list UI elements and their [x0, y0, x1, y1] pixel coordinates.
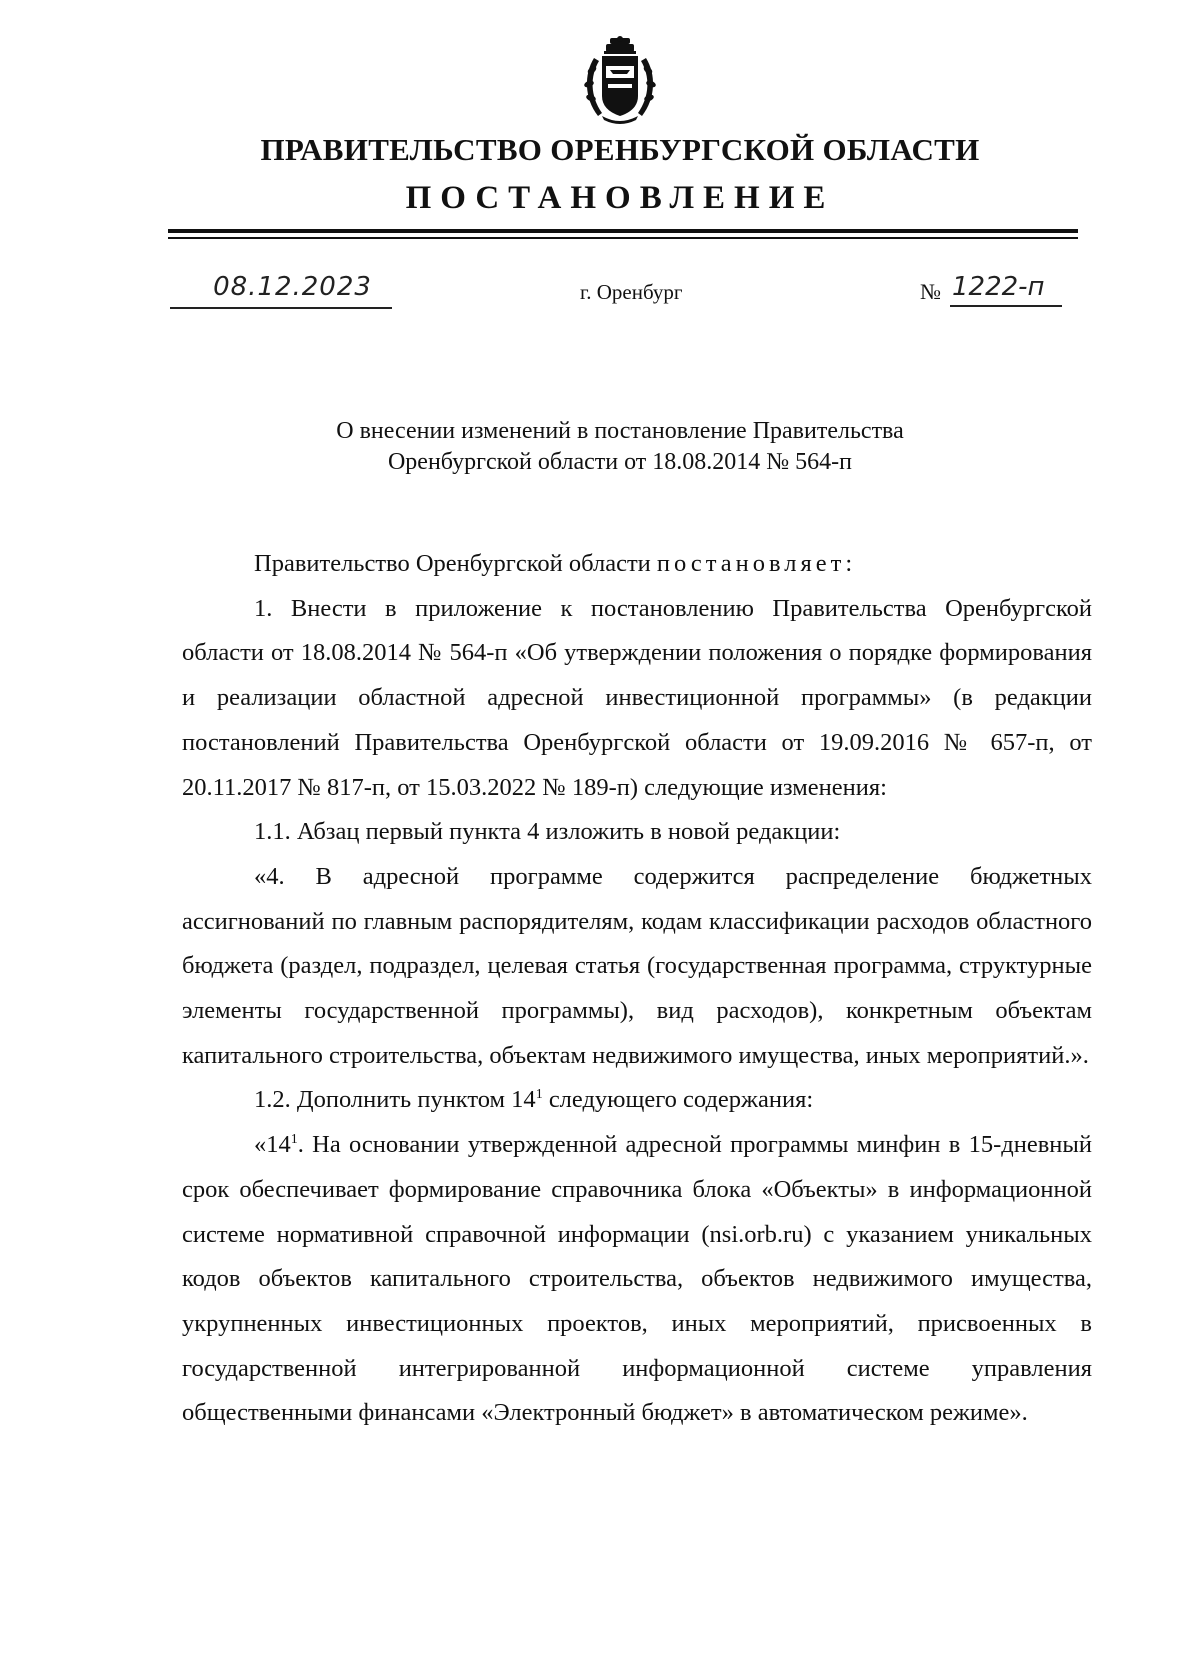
item-1-2-text-end: следующего содержания:	[542, 1086, 814, 1114]
document-type-title: ПОСТАНОВЛЕНИЕ	[405, 180, 835, 216]
quote-4-paragraph: «4. В адресной программе содержится распределение бюджетных ассигнований по главным распорядителям, кодам классификации расходов областного бюджета (раздел, подраздел, целевая статья (государственная программа, структурные элементы государственной программы), вид расходов), конкретным объектам капитального строительства, объектам недвижимого имущества, иных мероприятий.».	[182, 862, 1092, 1069]
preamble-paragraph	[182, 542, 1092, 587]
item-1-2-paragraph	[182, 1078, 1092, 1123]
subject-line-2: Оренбургской области от 18.08.2014 № 564-п	[387, 449, 853, 475]
item-1-2-superscript: 1	[535, 1087, 543, 1103]
document-date: 08.12.2023	[213, 272, 372, 302]
number-underline	[950, 305, 1062, 307]
preamble-text: Правительство Оренбургской области	[254, 550, 657, 577]
quote-14-superscript: 1	[290, 1132, 298, 1148]
preamble-colon: :	[845, 550, 853, 577]
document-number: 1222-п	[952, 272, 1045, 302]
number-label: №	[920, 279, 941, 304]
coat-of-arms-emblem	[580, 36, 660, 126]
document-body	[182, 542, 1092, 1436]
header-rule-thick	[168, 229, 1078, 233]
quote-14-paragraph	[182, 1123, 1092, 1436]
header-rule-thin	[168, 237, 1078, 239]
document-city: г. Оренбург	[580, 280, 683, 304]
preamble-verb: постановляет	[656, 550, 846, 577]
item-1-1-paragraph: 1.1. Абзац первый пункта 4 изложить в новой редакции:	[254, 818, 841, 846]
subject-line-1: О внесении изменений в постановление Правительства	[336, 418, 904, 444]
crown-icon	[604, 36, 636, 54]
document-subject	[0, 416, 1200, 478]
quote-14-number: «14	[254, 1131, 291, 1159]
item-1-paragraph: 1. Внести в приложение к постановлению Правительства Оренбургской области от 18.08.2014 № 564-п «Об утверждении положения о порядке формирования и реализации областной адресной инвестиционной программы» (в редакции постановлений Правительства Оренбургской области от 19.09.2016 № 657-п, от 20.11.2017 № 817-п, от 15.03.2022 № 189-п) следующие изменения:	[182, 594, 1092, 801]
organization-title: ПРАВИТЕЛЬСТВО ОРЕНБУРГСКОЙ ОБЛАСТИ	[260, 132, 980, 167]
quote-14-text: . На основании утвержденной адресной программы минфин в 15-дневный срок обеспечивает формирование справочника блока «Объекты» в информационной системе нормативной справочной информации (nsi.orb.ru) с указанием уникальных кодов объектов капитального строительства, объектов недвижимого имущества, укрупненных инвестиционных проектов, иных мероприятий, присвоенных в государственной интегрированной информационной системе управления общественными финансами «Электронный бюджет» в автоматическом режиме».	[182, 1131, 1092, 1427]
date-underline	[170, 307, 392, 309]
item-1-2-text: 1.2. Дополнить пунктом 14	[254, 1086, 536, 1114]
shield-icon	[602, 56, 638, 116]
